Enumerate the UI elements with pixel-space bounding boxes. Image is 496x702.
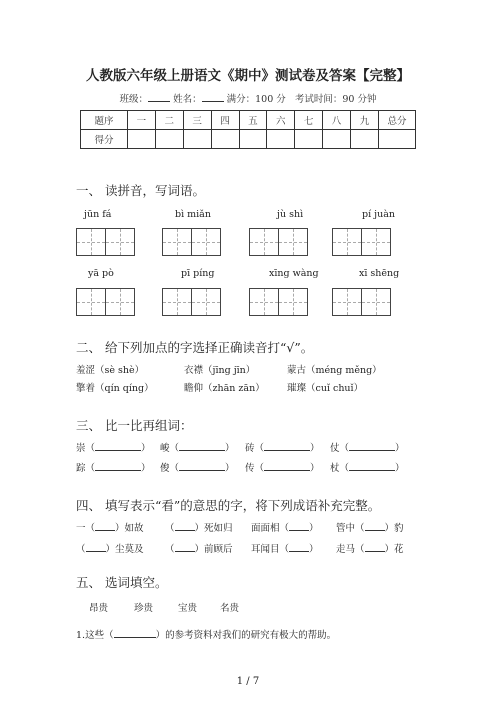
word-blank-item[interactable]: 杖（ ） [330,463,405,474]
word-choice: 名贵 [220,603,240,614]
class-blank[interactable] [148,91,170,102]
writing-grid[interactable] [249,288,307,316]
section-4-title: 四、 填写表示“看”的意思的字，将下列成语补充完整。 [76,498,381,513]
section-3-title: 三、 比一比再组词： [76,418,193,433]
class-label: 班级： [119,94,149,105]
score-cell[interactable] [183,130,211,149]
score-cell[interactable] [351,130,379,149]
name-label: 姓名： [173,94,202,105]
idiom-blank-item[interactable]: 面面相（ ） [251,523,319,534]
score-cell[interactable] [379,130,416,149]
exam-time: 考试时间：90 分钟 [294,94,377,105]
score-header-cell: 一 [128,111,156,130]
writing-grid[interactable] [332,228,390,256]
name-blank[interactable] [202,91,224,102]
word-choice: 宝贵 [178,603,198,614]
word-blank-item[interactable]: 传（ ） [245,463,320,474]
word-blank-item[interactable]: 踪（ ） [76,463,151,474]
score-header-cell: 七 [295,111,323,130]
word-choice: 昂贵 [89,603,109,614]
pinyin: jūn fá [84,209,112,220]
reading-option[interactable]: 璀璨（cuǐ chuǐ） [287,383,364,394]
idiom-blank-item[interactable]: 一（ ）如故 [76,523,144,534]
idiom-blank-item[interactable]: （ ）尘莫及 [76,544,144,555]
reading-option[interactable]: 衣襟（jīng jīn） [184,365,256,376]
score-header-cell: 九 [351,111,379,130]
pinyin: xī shēng [359,268,400,279]
score-header-row [81,111,416,130]
score-header-cell: 三 [183,111,211,130]
section-1-title: 一、 读拼音，写词语。 [76,183,205,198]
word-blank-item[interactable]: 砖（ ） [245,443,320,454]
writing-grid[interactable] [76,228,134,256]
score-cell[interactable] [128,130,156,149]
fill-sentence-1[interactable]: 1.这些（ ）的参考资料对我们的研究有极大的帮助。 [76,630,337,641]
writing-grid[interactable] [332,288,390,316]
writing-grid[interactable] [162,228,220,256]
score-header-cell: 五 [239,111,267,130]
score-cell[interactable] [323,130,351,149]
section-2-title: 二、 给下列加点的字选择正确读音打“√”。 [76,340,314,355]
word-blank-item[interactable]: 仗（ ） [330,443,405,454]
pinyin: yā pò [88,268,114,279]
pinyin: xīng wàng [269,268,319,279]
score-cell[interactable] [295,130,323,149]
full-score: 满分：100 分 [226,94,286,105]
reading-option[interactable]: 擎着（qín qíng） [76,383,154,394]
score-header-cell: 四 [211,111,239,130]
student-info [0,91,496,105]
word-choice: 珍贵 [134,603,154,614]
page-title: 人教版六年级上册语文《期中》测试卷及答案【完整】 [86,68,410,84]
score-cell[interactable] [155,130,183,149]
section-5-title: 五、 选词填空。 [76,575,168,590]
pinyin: bì miǎn [175,209,211,220]
score-cell[interactable] [239,130,267,149]
score-row [81,130,416,149]
score-table [80,110,416,149]
score-header-cell: 总分 [379,111,416,130]
idiom-blank-item[interactable]: 管中（ ）豹 [336,523,404,534]
reading-option[interactable]: 蒙古（méng měng） [287,365,382,376]
reading-option[interactable]: 羞涩（sè shè） [76,365,145,376]
score-row-label: 得分 [81,130,128,149]
pinyin: pí juàn [362,209,395,220]
writing-grid[interactable] [76,288,134,316]
score-cell[interactable] [211,130,239,149]
idiom-blank-item[interactable]: （ ）前顾后 [165,544,233,555]
idiom-blank-item[interactable]: 走马（ ）花 [336,544,404,555]
word-blank-item[interactable]: 崇（ ） [76,443,151,454]
pinyin: pī píng [181,268,215,279]
word-blank-item[interactable]: 俊（ ） [160,463,235,474]
writing-grid[interactable] [249,228,307,256]
page-number: 1 / 7 [236,676,260,687]
score-header-cell: 二 [155,111,183,130]
score-header-cell: 六 [267,111,295,130]
writing-grid[interactable] [162,288,220,316]
score-header-cell: 题序 [81,111,128,130]
idiom-blank-item[interactable]: （ ）死如归 [165,523,233,534]
word-blank-item[interactable]: 峻（ ） [160,443,235,454]
reading-option[interactable]: 瞻仰（zhān zān） [184,383,265,394]
score-cell[interactable] [267,130,295,149]
pinyin: jù shì [277,209,304,220]
score-header-cell: 八 [323,111,351,130]
idiom-blank-item[interactable]: 耳闻目（ ） [251,544,319,555]
